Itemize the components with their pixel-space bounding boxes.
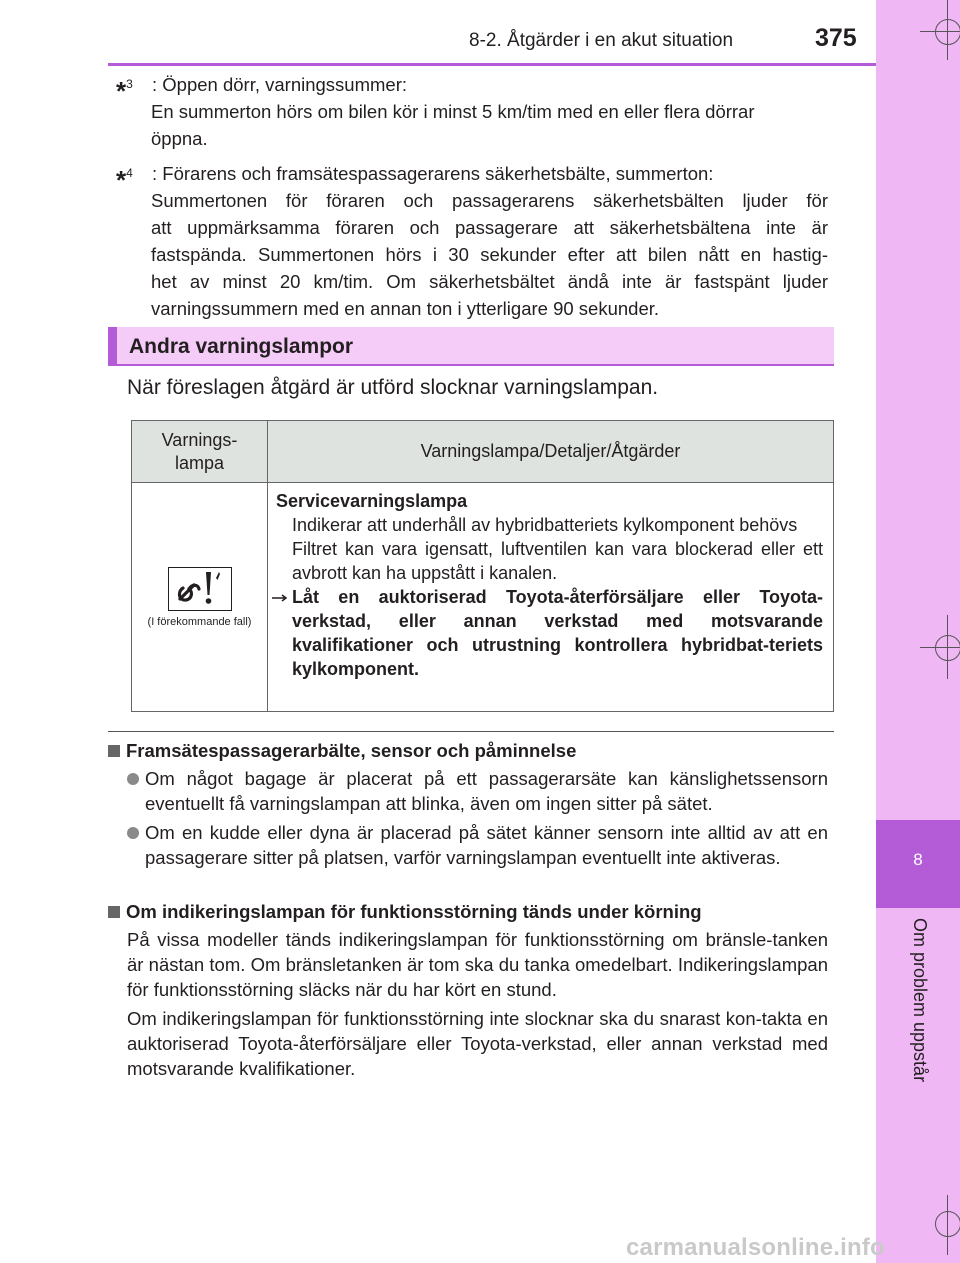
intro-text: När föreslagen åtgärd är utförd slocknar varningslampan. xyxy=(127,376,659,399)
column-header-lamp: Varnings- lampa xyxy=(132,421,268,483)
detail-line: Indikerar att underhåll av hybridbatteriets kylkomponent behövs xyxy=(292,515,798,535)
section-banner xyxy=(108,327,834,366)
warning-lamp-table xyxy=(131,420,834,712)
section-heading: Framsätespassagerarbälte, sensor och påminnelse xyxy=(108,738,832,763)
section-title: 8-2. Åtgärder i en akut situation xyxy=(469,30,734,51)
bullet-icon xyxy=(127,827,139,839)
table-header-row xyxy=(132,421,834,483)
icon-note: (I förekommande fall) xyxy=(147,616,252,628)
paragraph: På vissa modeller tänds indikeringslampan för funktionsstörning om bränsle-tanken är nästan tom. Om bränsletanken är tom ska du tanka omedelbart. Indikeringslampan för funktionsstörning släcks när du har kört en stund. xyxy=(127,929,828,1000)
section-heading: Om indikeringslampan för funktionsstörning tänds under körning xyxy=(108,899,832,924)
divider xyxy=(108,731,834,732)
square-bullet-icon xyxy=(108,745,120,757)
action-text: Låt en auktoriserad Toyota-återförsäljare eller Toyota-verkstad, eller annan verkstad med motsvarande kvalifikationer och utrustning kontrollera hybridbat-teriets kylkomponent. xyxy=(292,585,823,681)
lamp-title: Servicevarningslampa xyxy=(276,491,468,511)
list-item: Om en kudde eller dyna är placerad på sätet känner sensorn inte alltid av att en passagerare sitter på platsen, varför varningslampan eventuellt inte aktiveras. xyxy=(127,820,828,870)
service-warning-icon xyxy=(168,567,232,611)
crop-mark xyxy=(947,0,948,60)
watermark: carmanualsonline.info xyxy=(626,1234,885,1261)
bullet-icon xyxy=(127,773,139,785)
square-bullet-icon xyxy=(108,906,120,918)
footnote-title: : Öppen dörr, varningssummer: xyxy=(152,74,407,95)
page-number: 375 xyxy=(815,24,857,52)
banner-title: Andra varningslampor xyxy=(129,335,354,358)
detail-line: Filtret kan vara igensatt, luftventilen kan vara blockerad eller ett avbrott kan ha uppstått i kanalen. xyxy=(292,539,823,583)
chapter-label: Om problem uppstår xyxy=(910,918,930,1083)
crop-mark xyxy=(920,31,960,32)
footnote-3 xyxy=(116,71,828,152)
footnote-body: En summerton hörs om bilen kör i minst 5 km/tim med en eller flera dörrar öppna. xyxy=(151,101,755,149)
footnote-marker: *$^4$ xyxy=(116,165,133,195)
table-row xyxy=(132,483,834,712)
detail-cell xyxy=(268,483,834,712)
footnote-title: : Förarens och framsätespassagerarens säkerhetsbälte, summerton: xyxy=(152,163,714,184)
side-tab-background xyxy=(876,0,960,820)
crop-mark xyxy=(920,647,960,648)
footnote-marker: *$^3$ xyxy=(116,76,133,106)
crop-mark xyxy=(947,1195,948,1255)
list-item: Om något bagage är placerat på ett passagerarsäte kan känslighetssensorn eventuellt få varningslampan att blinka, även om ingen sitter på sätet. xyxy=(127,766,828,816)
chapter-number: 8 xyxy=(913,850,923,869)
header-rule xyxy=(108,63,876,66)
arrow-icon xyxy=(272,594,288,602)
footnote-4 xyxy=(116,160,828,322)
column-header-details: Varningslampa/Detaljer/Åtgärder xyxy=(268,421,834,483)
icon-cell xyxy=(132,483,268,712)
footnote-body: Summertonen för föraren och passagerarens säkerhetsbälten ljuder för att uppmärksamma föraren och passagerare att säkerhetsbältena inte är fastspända. Summertonen hörs i 30 sekunder efter att bilen nått en hastig- het av minst 20 km/tim. Om säkerhetsbältet ändå inte är fastspänt ljuder varningssummern med en annan ton i ytterligare 90 sekunder. xyxy=(151,190,828,319)
paragraph: Om indikeringslampan för funktionsstörning inte slocknar ska du snarast kon-takta en auktoriserad Toyota-återförsäljare eller Toyota-verkstad, eller annan verkstad med motsvarande kvalifikationer. xyxy=(127,1008,828,1079)
